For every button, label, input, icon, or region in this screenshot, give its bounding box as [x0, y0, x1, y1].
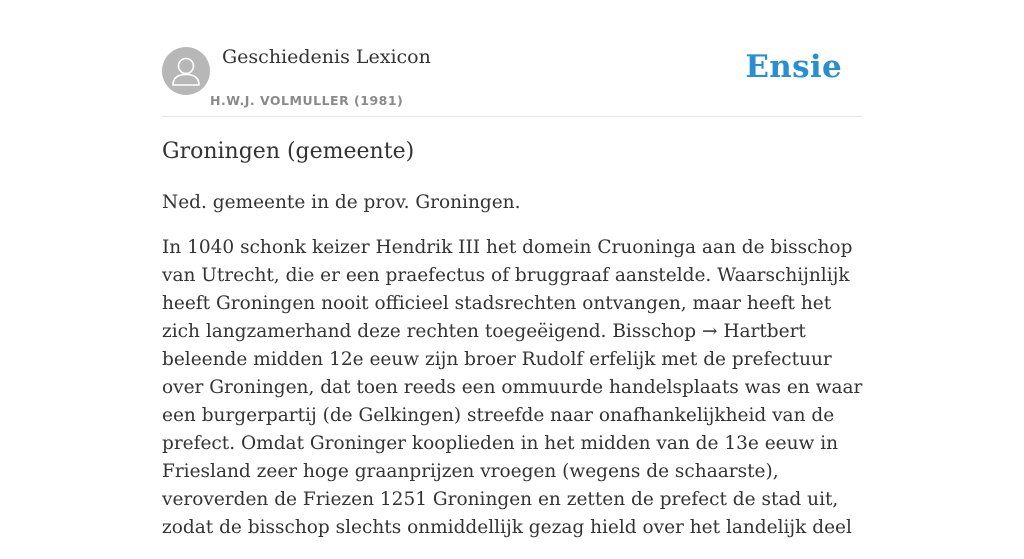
- article-body: [162, 138, 872, 559]
- article-paragraph: In 1040 schonk keizer Hendrik III het domein Cruoninga aan de bisschop van Utrecht, die er een praefectus of bruggraaf aanstelde. Waarschijnlijk heeft Groningen nooit officieel stadsrechten ontvangen, maar heeft het zich langzamerhand deze rechten toegeëigend. Bisschop → Hartbert beleende midden 12e eeuw zijn broer Rudolf erfelijk met de prefectuur over Groningen, dat toen reeds een ommuurde handelsplaats was en waar een burgerpartij (de Gelkingen) streefde naar onafhankelijkheid van de prefect. Omdat Groninger kooplieden in het midden van de 13e eeuw in Friesland zeer hoge graanprijzen vroegen (wegens de schaarste), veroverden de Friezen 1251 Groningen en zetten de prefect de stad uit, zodat de bisschop slechts onmiddellijk gezag hield over het landelijk deel: [162, 236, 863, 538]
- source-title-link[interactable]: Geschiedenis Lexicon: [222, 46, 431, 68]
- article-title: Groningen (gemeente): [162, 139, 415, 164]
- user-icon: [162, 47, 210, 95]
- source-author: H.W.J. VOLMULLER (1981): [210, 93, 404, 108]
- source-header: [162, 40, 862, 117]
- article-paragraph: Ned. gemeente in de prov. Groningen.: [162, 191, 521, 213]
- brand-logo-link[interactable]: Ensie: [745, 49, 842, 85]
